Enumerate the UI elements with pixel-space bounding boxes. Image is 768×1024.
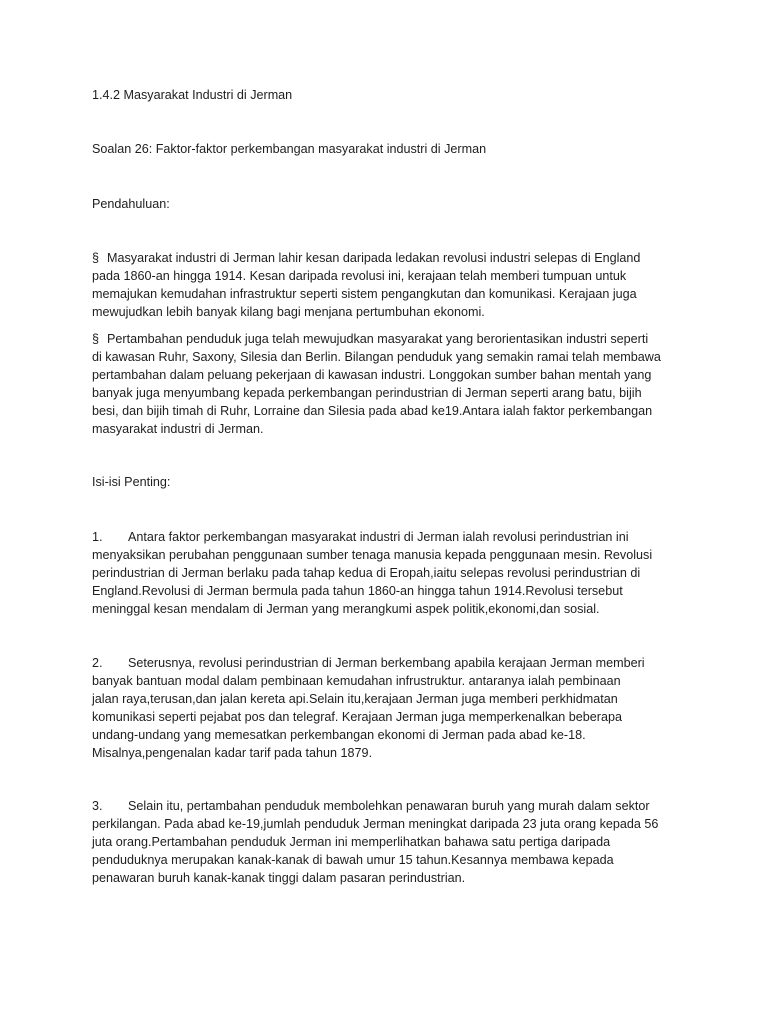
paragraph-line: pertambahan dalam peluang pekerjaan di kawasan industri. Longgokan sumber bahan mentah yang bbox=[92, 367, 652, 382]
key-points-label bbox=[92, 474, 682, 492]
point-paragraph-2 bbox=[92, 655, 682, 762]
question-title-text: Soalan 26: Faktor-faktor perkembangan masyarakat industri di Jerman bbox=[92, 142, 487, 156]
paragraph-line: masyarakat industri di Jerman. bbox=[92, 421, 264, 436]
section-heading bbox=[92, 87, 682, 105]
paragraph-line: undang-undang yang memesatkan perkembangan ekonomi di Jerman pada abad ke-18. bbox=[92, 727, 586, 742]
question-title bbox=[92, 141, 682, 159]
paragraph-line-text: Selain itu, pertambahan penduduk membolehkan penawaran buruh yang murah dalam sektor bbox=[128, 799, 650, 813]
section-sign-bullet: § bbox=[92, 251, 100, 265]
paragraph-line: mewujudkan lebih banyak kilang bagi menjana pertumbuhan ekonomi. bbox=[92, 304, 485, 319]
paragraph-line: perindustrian di Jerman berlaku pada tahap kedua di Eropah,iaitu selepas revolusi perindustrian di bbox=[92, 565, 641, 580]
paragraph-line: penawaran buruh kanak-kanak tinggi dalam pasaran perindustrian. bbox=[92, 870, 466, 885]
paragraph-line bbox=[92, 529, 682, 547]
paragraph-line-text: Antara faktor perkembangan masyarakat industri di Jerman ialah revolusi perindustrian ini bbox=[128, 530, 629, 544]
introduction-paragraph-1 bbox=[92, 250, 682, 322]
paragraph-line bbox=[92, 798, 682, 816]
point-number: 2. bbox=[92, 656, 103, 670]
paragraph-line: komunikasi seperti pejabat pos dan telegraf. Kerajaan Jerman juga memperkenalkan beberapa bbox=[92, 709, 622, 724]
paragraph-line: perkilangan. Pada abad ke-19,jumlah penduduk Jerman meningkat daripada 23 juta orang kepada 56 bbox=[92, 816, 659, 831]
paragraph-line-text: Pertambahan penduduk juga telah mewujudkan masyarakat yang berorientasikan industri seperti bbox=[107, 332, 649, 346]
section-heading-text: 1.4.2 Masyarakat Industri di Jerman bbox=[92, 88, 293, 102]
paragraph-line: besi, dan bijih timah di Ruhr, Lorraine dan Silesia pada abad ke19.Antara ialah faktor perkembangan bbox=[92, 403, 653, 418]
paragraph-line: meninggal kesan mendalam di Jerman yang merangkumi aspek politik,ekonomi,dan sosial. bbox=[92, 601, 600, 616]
point-number: 1. bbox=[92, 530, 103, 544]
paragraph-line: banyak bantuan modal dalam pembinaan kemudahan infrustruktur. antaranya ialah pembinaan bbox=[92, 673, 621, 688]
introduction-label bbox=[92, 196, 682, 214]
point-paragraph-3 bbox=[92, 798, 682, 888]
paragraph-line: Misalnya,pengenalan kadar tarif pada tahun 1879. bbox=[92, 745, 373, 760]
paragraph-line: juta orang.Pertambahan penduduk Jerman ini memperlihatkan bahawa satu pertiga daripada bbox=[92, 834, 611, 849]
paragraph-line: memajukan kemudahan infrastruktur seperti sistem pengangkutan dan komunikasi. Kerajaan juga bbox=[92, 286, 637, 301]
paragraph-line: penduduknya merupakan kanak-kanak di bawah umur 15 tahun.Kesannya membawa kepada bbox=[92, 852, 614, 867]
introduction-paragraph-2 bbox=[92, 331, 682, 438]
paragraph-line: menyaksikan perubahan penggunaan sumber tenaga manusia kepada penggunaan mesin. Revolusi bbox=[92, 547, 653, 562]
paragraph-line: pada 1860-an hingga 1914. Kesan daripada revolusi ini, kerajaan telah memberi tumpuan untuk bbox=[92, 268, 627, 283]
paragraph-line-text: Masyarakat industri di Jerman lahir kesan daripada ledakan revolusi industri selepas di England bbox=[107, 251, 641, 265]
paragraph-line-text: Seterusnya, revolusi perindustrian di Jerman berkembang apabila kerajaan Jerman memberi bbox=[128, 656, 645, 670]
paragraph-line bbox=[92, 250, 682, 268]
key-points-label-text: Isi-isi Penting: bbox=[92, 475, 171, 489]
paragraph-line bbox=[92, 655, 682, 673]
introduction-label-text: Pendahuluan: bbox=[92, 197, 170, 211]
section-sign-bullet: § bbox=[92, 332, 100, 346]
point-number: 3. bbox=[92, 799, 103, 813]
paragraph-line: di kawasan Ruhr, Saxony, Silesia dan Berlin. Bilangan penduduk yang semakin ramai telah membawa bbox=[92, 349, 661, 364]
paragraph-line: jalan raya,terusan,dan jalan kereta api.Selain itu,kerajaan Jerman juga memberi perkhidmatan bbox=[92, 691, 618, 706]
paragraph-line: England.Revolusi di Jerman bermula pada tahun 1860-an hingga tahun 1914.Revolusi tersebut bbox=[92, 583, 623, 598]
paragraph-line bbox=[92, 331, 682, 349]
paragraph-line: banyak juga menyumbang kepada perkembangan perindustrian di Jerman seperti arang batu, bijih bbox=[92, 385, 642, 400]
point-paragraph-1 bbox=[92, 529, 682, 619]
